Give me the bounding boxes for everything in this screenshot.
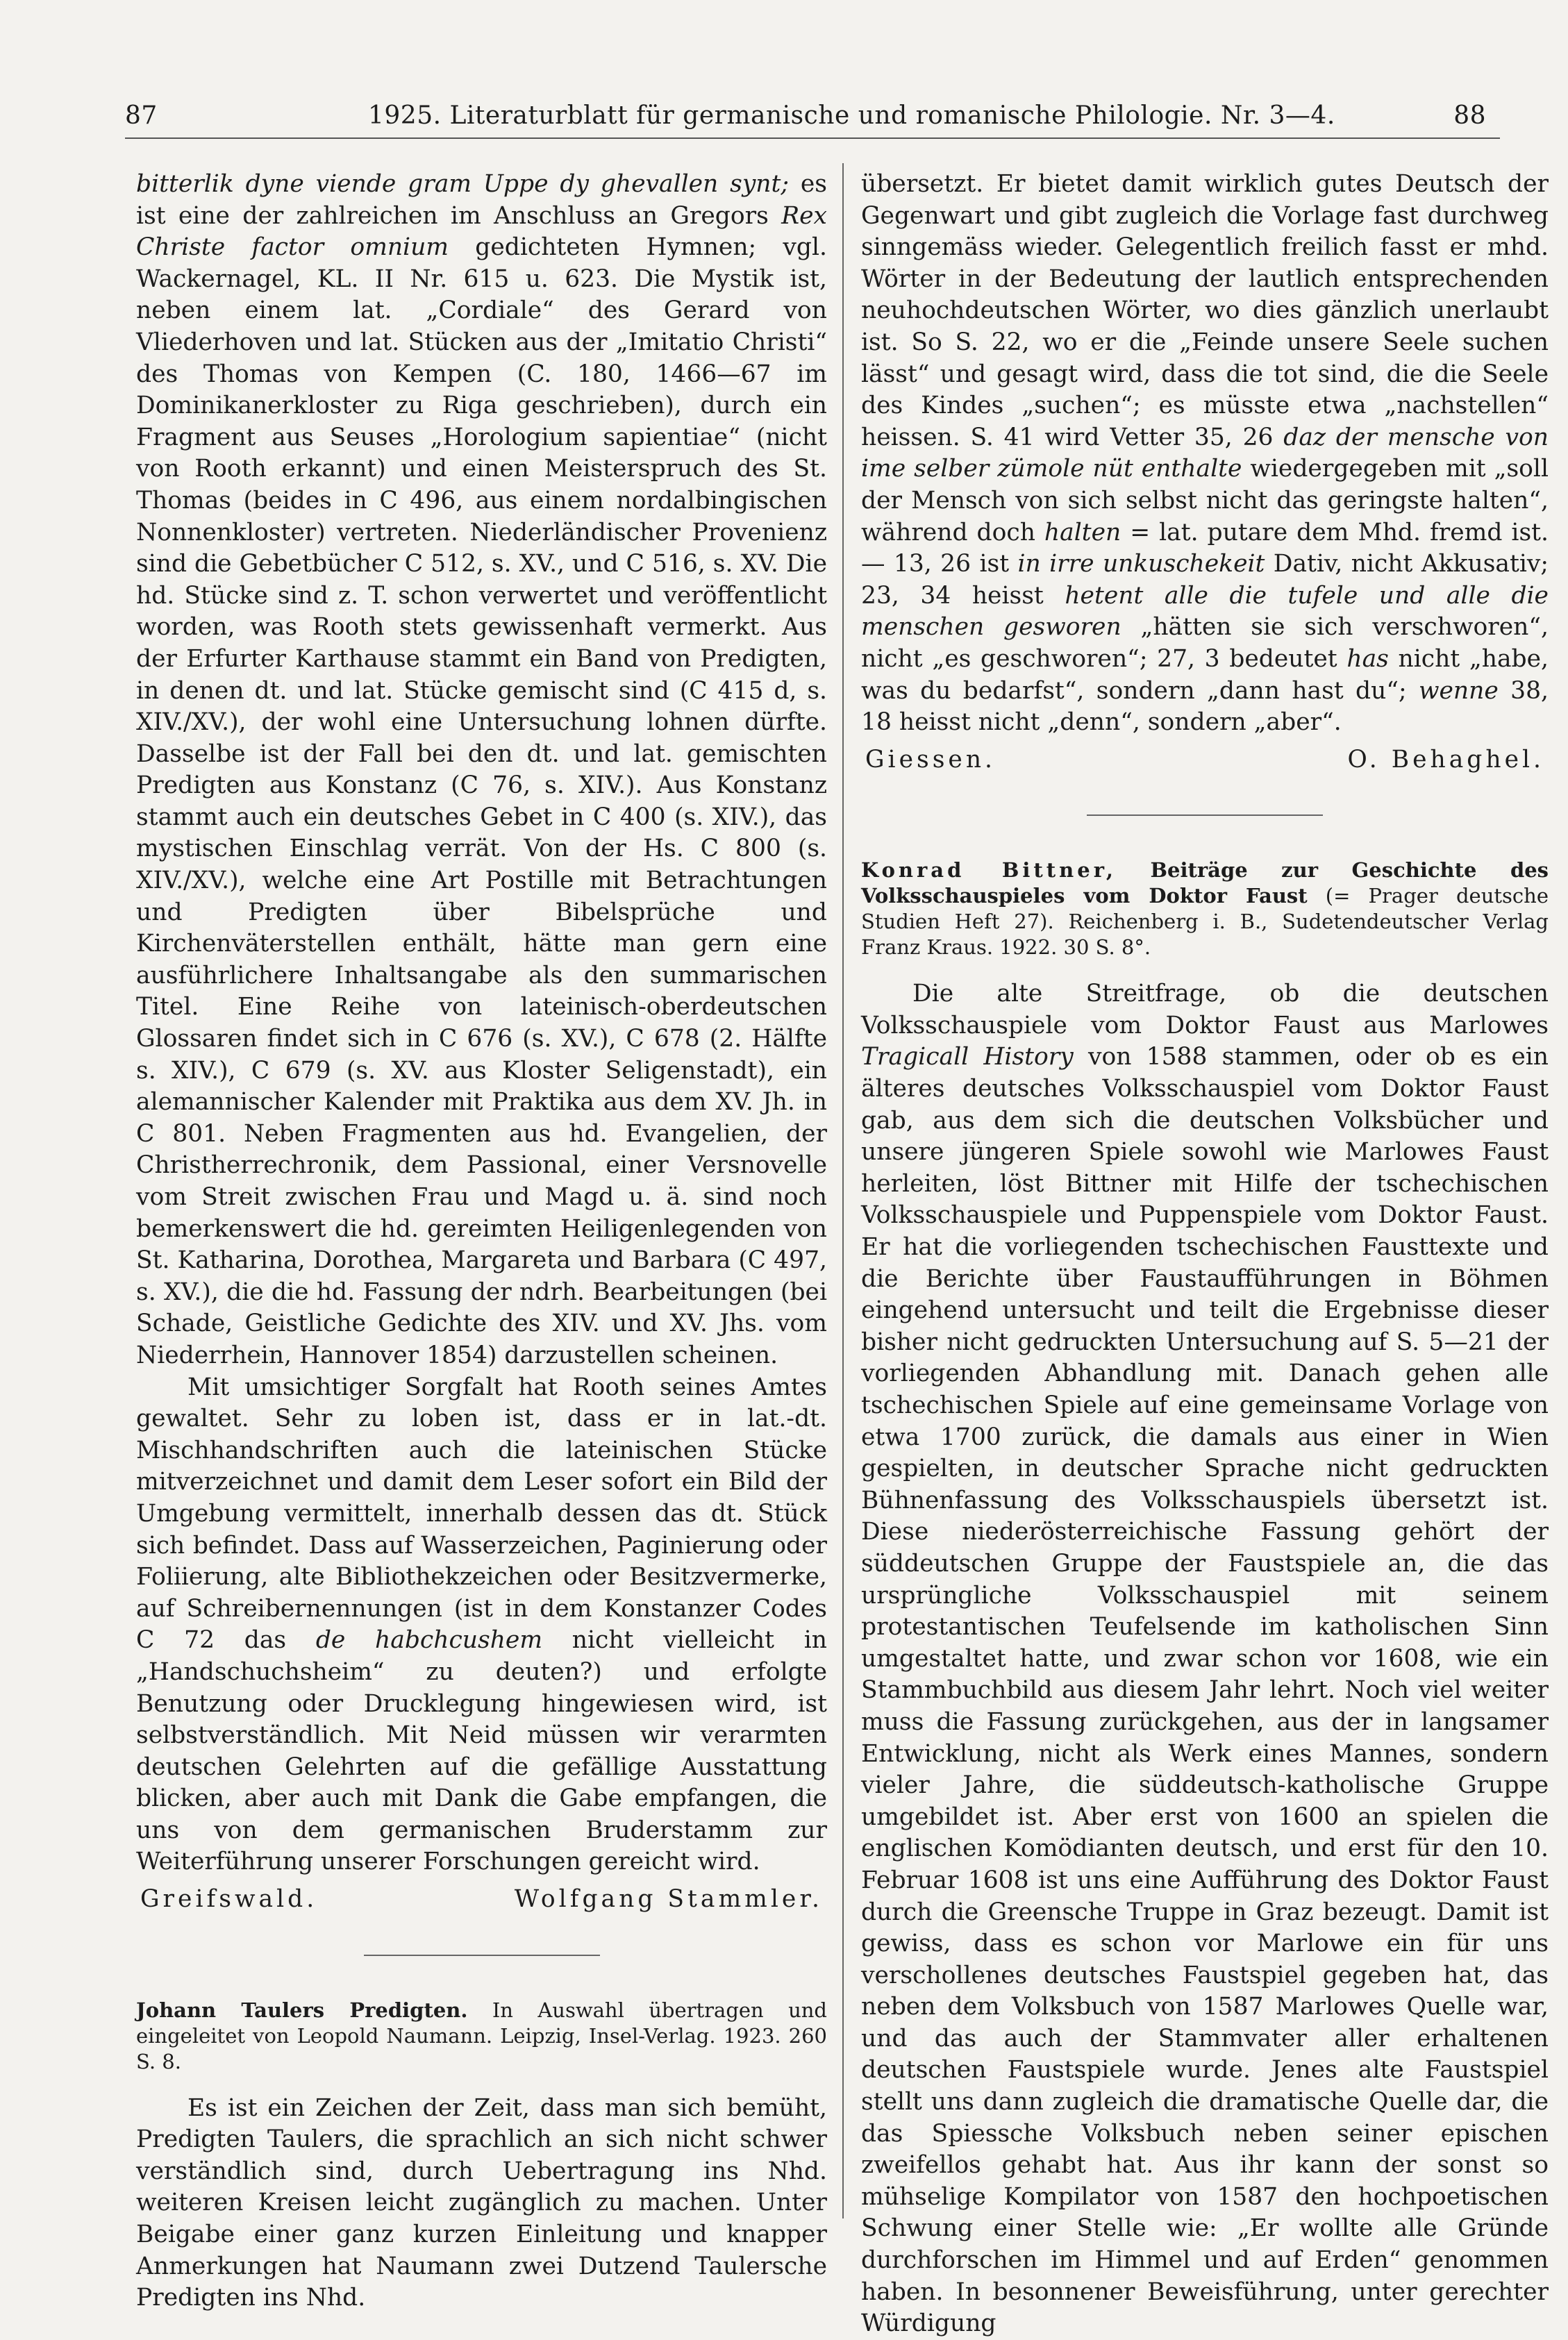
header-rule [125,137,1500,139]
section-separator [364,1955,600,1956]
review2-paragraph-2: übersetzt. Er bietet damit wirklich gutes Deutsch der Gegenwart und gibt zugleich die Vorlage fast durchweg sinngemäss wieder. Gelegentlich freilich fasst er mhd. Wörter in der Bedeutung der lautlich entsprechenden neuhochdeutschen Wörter, wo dies gänzlich unerlaubt ist. So S. 22, wo er die „Feinde unsere Seele suchen lässt“ und gesagt wird, dass die tot sind, die die Seele des Kindes „suchen“; es müsste etwa „nachstellen“ heissen. S. 41 wird Vetter 35, 26 daz der mensche von ime selber zümole nüt enthalte wiedergegeben mit „soll der Mensch von sich selbst nicht das geringste halten“, während doch halten = lat. putare dem Mhd. fremd ist. — 13, 26 ist in irre unkuschekeit Dativ, nicht Akkusativ; 23, 34 heisst hetent alle die tufele und alle die menschen gesworen „hätten sie sich verschworen“, nicht „es geschworen“; 27, 3 bedeutet has nicht „habe, was du bedarfst“, sondern „dann hast du“; wenne 38, 18 heisst nicht „denn“, sondern „aber“. [861,170,1549,737]
signature-place: Giessen. [865,745,996,774]
review2-signature [861,744,1549,776]
running-title: 1925. Literaturblatt für germanische und romanische Philologie. Nr. 3—4. [368,101,1335,130]
signature-place: Greifswald. [140,1885,318,1914]
review2-heading: Johann Taulers Predigten. In Auswahl übertragen und eingeleitet von Leopold Naumann. Leipzig, Insel-Verlag. 1923. 260 S. 8. [136,1998,827,2073]
review2-title: Johann Taulers Predigten. [136,1998,468,2022]
page-header [125,101,1486,150]
review1-paragraph-1: bitterlik dyne viende gram Uppe dy ghevallen synt; es ist eine der zahlreichen im Anschluss an Gregors Rex Christe factor omnium gedichteten Hymnen; vgl. Wackernagel, KL. II Nr. 615 u. 623. Die Mystik ist, neben einem lat. „Cordiale“ des Gerard von Vliederhoven und lat. Stücken aus der „Imitatio Christi“ des Thomas von Kempen (C. 180, 1466—67 im Dominikanerkloster zu Riga geschrieben), durch ein Fragment aus Seuses „Horologium sapientiae“ (nicht von Rooth erkannt) und einen Meisterspruch des St. Thomas (beides in C 496, aus einem nordalbingischen Nonnenkloster) vertreten. Niederländischer Provenienz sind die Gebetbücher C 512, s. XV., und C 516, s. XV. Die hd. Stücke sind z. T. schon verwertet und veröffentlicht worden, was Rooth stets gewissenhaft vermerkt. Aus der Erfurter Karthause stammt ein Band von Predigten, in denen dt. und lat. Stücke gemischt sind (C 415 d, s. XIV./XV.), der wohl eine Untersuchung lohnen dürfte. Dasselbe ist der Fall bei den dt. und lat. gemischten Predigten aus Konstanz (C 76, s. XIV.). Aus Konstanz stammt auch ein deutsches Gebet in C 400 (s. XIV.), das mystischen Einschlag verrät. Von der Hs. C 800 (s. XIV./XV.), welche eine Art Postille mit Betrachtungen und Predigten über Bibelsprüche und Kirchenväterstellen enthält, hätte man gern eine ausführlichere Inhaltsangabe als den summarischen Titel. Eine Reihe von lateinisch-oberdeutschen Glossaren findet sich in C 676 (s. XV.), C 678 (2. Hälfte s. XIV.), C 679 (s. XV. aus Kloster Seligenstadt), ein alemannischer Kalender mit Praktika aus dem XV. Jh. in C 801. Neben Fragmenten aus hd. Evangelien, der Christherrechronik, dem Passional, einer Versnovelle vom Streit zwischen Frau und Magd u. ä. sind noch bemerkenswert die hd. gereimten Heiligenlegenden von St. Katharina, Dorothea, Margareta und Barbara (C 497, s. XV.), die die hd. Fassung der ndrh. Bearbeitungen (bei Schade, Geistliche Gedichte des XIV. und XV. Jhs. vom Niederrhein, Hannover 1854) darzustellen scheinen. [136,170,828,1369]
review2-paragraph-1: Es ist ein Zeichen der Zeit, dass man sich bemüht, Predigten Taulers, die sprachlich an sich nicht schwer verständlich sind, durch Uebertragung ins Nhd. weiteren Kreisen leicht zugänglich zu machen. Unter Beigabe einer ganz kurzen Einleitung und knapper Anmerkungen hat Naumann zwei Dutzend Taulersche Predigten ins Nhd. [136,2094,827,2312]
column-divider [842,163,844,2218]
signature-name: Wolfgang Stammler. [514,1885,823,1914]
page-number-left: 87 [125,101,158,130]
left-column [136,169,827,2314]
right-column [861,169,1549,2340]
signature-name: O. Behaghel. [1347,745,1544,774]
review3-author: Konrad Bittner, [861,858,1117,883]
review1-paragraph-2: Mit umsichtiger Sorgfalt hat Rooth seines Amtes gewaltet. Sehr zu loben ist, dass er in lat.-dt. Mischhandschriften auch die lateinischen Stücke mitverzeichnet und damit dem Leser sofort ein Bild der Umgebung vermittelt, innerhalb dessen das dt. Stück sich befindet. Dass auf Wasserzeichen, Paginierung oder Foliierung, alte Bibliothekzeichen oder Besitzvermerke, auf Schreibernennungen (ist in dem Konstanzer Codes C 72 das de habchcushem nicht vielleicht in „Handschuchsheim“ zu deuten?) und erfolgte Benutzung oder Drucklegung hingewiesen wird, ist selbstverständlich. Mit Neid müssen wir verarmten deutschen Gelehrten auf die gefällige Ausstattung blicken, aber auch mit Dank die Gabe empfangen, die uns von dem germanischen Bruderstamm zur Weiterführung unserer Forschungen gereicht wird. [136,1373,827,1876]
page-number-right: 88 [1453,101,1486,130]
review3-title: Beiträge zur Geschichte des Volksschauspieles vom Doktor Faust [861,858,1549,908]
review3-heading: Konrad Bittner, Beiträge zur Geschichte des Volksschauspieles vom Doktor Faust (= Prager deutsche Studien Heft 27). Reichenberg i. B., Sudetendeutscher Verlag Franz Kraus. 1922. 30 S. 8°. [861,858,1549,960]
review1-signature [136,1884,827,1916]
section-separator [1087,814,1323,816]
review3-paragraph-1: Die alte Streitfrage, ob die deutschen Volksschauspiele vom Doktor Faust aus Marlowes Tragicall History von 1588 stammen, oder ob es ein älteres deutsches Volksschauspiel vom Doktor Faust gab, aus dem sich die deutschen Volksbücher und unsere jüngeren Spiele sowohl wie Marlowes Faust herleiten, löst Bittner mit Hilfe der tschechischen Volksschauspiele und Puppenspiele vom Doktor Faust. Er hat die vorliegenden tschechischen Fausttexte und die Berichte über Faustaufführungen in Böhmen eingehend untersucht und teilt die Ergebnisse dieser bisher nicht gedruckten Untersuchung auf S. 5—21 der vorliegenden Abhandlung mit. Danach gehen alle tschechischen Spiele auf eine gemeinsame Vorlage von etwa 1700 zurück, die damals aus einer in Wien gespielten, in deutscher Sprache nicht gedruckten Bühnenfassung des Volksschauspiels übersetzt ist. Diese niederösterreichische Fassung gehört der süddeutschen Gruppe der Faustspiele an, die das ursprüngliche Volksschauspiel mit seinem protestantischen Teufelsende im katholischen Sinn umgestaltet hatte, und zwar schon vor 1608, wie ein Stammbuchbild aus diesem Jahr lehrt. Noch viel weiter muss die Fassung zurückgehen, aus der in langsamer Entwicklung, nicht als Werk eines Mannes, sondern vieler Jahre, die süddeutsch-katholische Gruppe umgebildet ist. Aber erst von 1600 an spielen die englischen Komödianten deutsch, und erst für den 10. Februar 1608 ist uns eine Aufführung des Doktor Faust durch die Greensche Truppe in Graz bezeugt. Damit ist gewiss, dass es schon vor Marlowe ein für uns verschollenes deutsches Faustspiel gegeben hat, das neben dem Volksbuch von 1587 Marlowes Quelle war, und das auch der Stammvater aller erhaltenen deutschen Faustspiele wurde. Jenes alte Faustspiel stellt uns dann zugleich die dramatische Quelle dar, die das Spiessche Volksbuch neben seiner epischen zweifellos gehabt hat. Aus ihr kann der sonst so mühselige Kompilator von 1587 den hochpoetischen Schwung einer Stelle wie: „Er wollte alle Gründe durchforschen im Himmel und auf Erden“ genommen haben. In besonnener Beweisführung, unter gerechter Würdigung [861,980,1549,2338]
